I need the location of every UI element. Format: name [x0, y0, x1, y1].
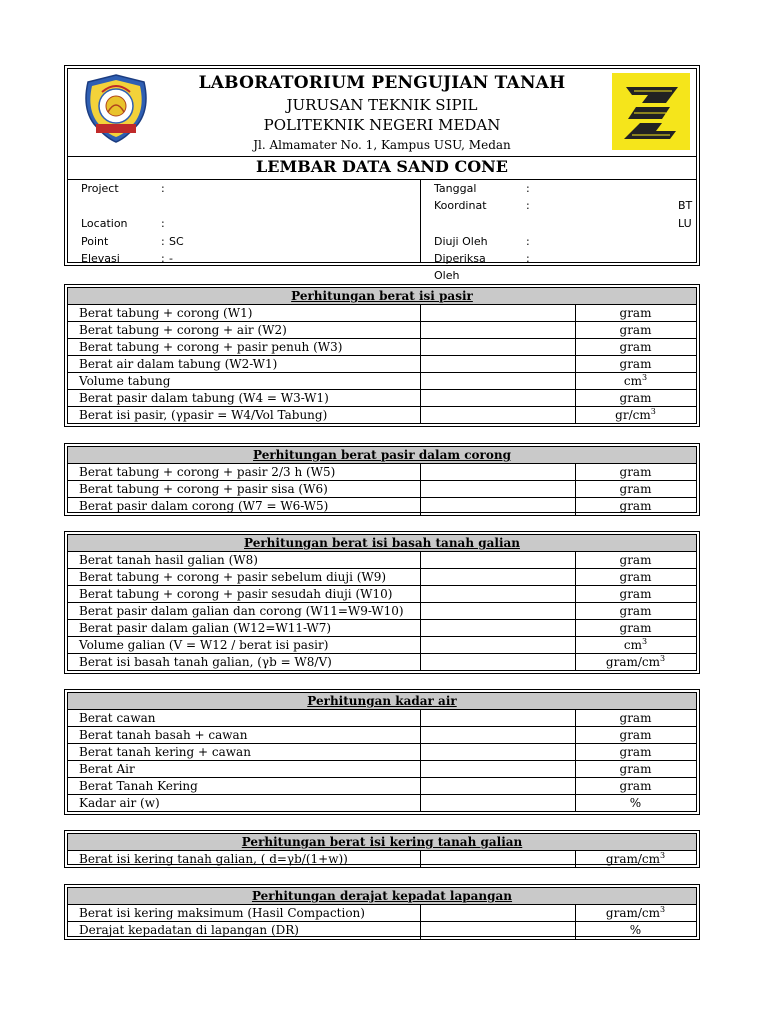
school-name: POLITEKNIK NEGERI MEDAN — [263, 116, 501, 134]
value-cell[interactable] — [420, 637, 576, 653]
field-colon: : — [526, 199, 530, 212]
unit-superscript: 3 — [660, 851, 666, 860]
unit-text: gram — [619, 604, 652, 618]
field-label: Location — [81, 217, 128, 230]
unit-text: gram — [619, 306, 652, 320]
section-rows — [68, 464, 696, 515]
row-label: Volume tabung — [79, 374, 171, 388]
unit-text: gram — [619, 728, 652, 742]
unit-text: gram — [619, 621, 652, 635]
row-label: Berat pasir dalam galian (W12=W11-W7) — [79, 621, 332, 635]
field-label: Koordinat — [434, 199, 487, 212]
field-koordinat — [434, 197, 694, 214]
value-cell[interactable] — [420, 905, 576, 921]
unit-cell — [575, 654, 696, 670]
unit-text: cm — [623, 374, 642, 388]
section-rows — [68, 305, 696, 424]
section-berat-isi-pasir — [64, 284, 700, 427]
unit-cell — [575, 727, 696, 743]
table-row — [68, 905, 696, 922]
section-derajat-kepadatan — [64, 884, 700, 940]
table-row — [68, 795, 696, 812]
field-colon: : — [161, 235, 165, 248]
value-cell[interactable] — [420, 339, 576, 355]
unit-text: gram/cm — [605, 852, 660, 866]
row-label: Berat isi kering tanah galian, ( d=γb/(1+w)) — [79, 852, 348, 866]
lab-logo-icon — [612, 73, 690, 150]
field-label: Project — [81, 182, 119, 195]
unit-text: gr/cm — [615, 408, 651, 422]
unit-cell — [575, 637, 696, 653]
table-row — [68, 637, 696, 654]
section-berat-isi-kering — [64, 830, 700, 868]
section-title: Perhitungan berat isi basah tanah galian — [68, 535, 696, 552]
row-label: Berat cawan — [79, 711, 156, 725]
value-cell[interactable] — [420, 744, 576, 760]
value-cell[interactable] — [420, 356, 576, 372]
row-label: Berat tabung + corong + pasir sebelum diuji (W9) — [79, 570, 387, 584]
table-row — [68, 922, 696, 939]
header-frame — [64, 65, 700, 282]
table-row — [68, 761, 696, 778]
unit-text: cm — [623, 638, 642, 652]
unit-text: gram — [619, 762, 652, 776]
unit-text: gram — [619, 340, 652, 354]
address: Jl. Almamater No. 1, Kampus USU, Medan — [253, 138, 511, 152]
value-cell[interactable] — [420, 851, 576, 868]
unit-text: gram — [619, 553, 652, 567]
unit-cell — [575, 905, 696, 921]
unit-cell — [575, 373, 696, 389]
unit-superscript: 3 — [660, 654, 666, 663]
table-row — [68, 305, 696, 322]
section-rows — [68, 905, 696, 939]
row-label: Volume galian (V = W12 / berat isi pasir) — [79, 638, 329, 652]
unit-cell — [575, 390, 696, 406]
section-rows — [68, 851, 696, 868]
table-row — [68, 552, 696, 569]
section-title: Perhitungan berat isi pasir — [68, 288, 696, 305]
value-cell[interactable] — [420, 778, 576, 794]
unit-cell — [575, 552, 696, 568]
unit-text: gram — [619, 357, 652, 371]
unit-cell — [575, 778, 696, 794]
value-cell[interactable] — [420, 481, 576, 497]
unit-superscript: 3 — [660, 905, 666, 914]
row-label: Berat pasir dalam corong (W7 = W6-W5) — [79, 499, 329, 513]
table-row — [68, 390, 696, 407]
field-colon: : — [526, 252, 530, 265]
row-label: Berat tanah kering + cawan — [79, 745, 251, 759]
row-label: Berat tabung + corong (W1) — [79, 306, 253, 320]
field-colon: : — [161, 252, 165, 265]
table-row — [68, 569, 696, 586]
field-koordinat-lu — [434, 215, 694, 232]
unit-text: gram — [619, 745, 652, 759]
table-row — [68, 407, 696, 424]
unit-text: gram — [619, 711, 652, 725]
table-row — [68, 654, 696, 671]
value-cell[interactable] — [420, 922, 576, 939]
unit-text: % — [629, 923, 642, 937]
unit-superscript: 3 — [642, 373, 648, 382]
unit-cell — [575, 569, 696, 585]
row-label: Berat isi pasir, (γpasir = W4/Vol Tabung) — [79, 408, 328, 422]
row-label: Berat isi basah tanah galian, (γb = W8/V) — [79, 655, 332, 669]
field-colon: : — [526, 235, 530, 248]
unit-superscript: 3 — [642, 637, 648, 646]
value-cell[interactable] — [420, 305, 576, 321]
table-row — [68, 727, 696, 744]
unit-cell — [575, 356, 696, 372]
value-cell[interactable] — [420, 322, 576, 338]
unit-cell — [575, 922, 696, 938]
unit-text: gram/cm — [605, 655, 660, 669]
section-berat-pasir-corong — [64, 443, 700, 516]
unit-cell — [575, 498, 696, 514]
field-label: Elevasi — [81, 252, 120, 265]
table-row — [68, 778, 696, 795]
value-cell[interactable] — [420, 390, 576, 406]
row-label: Berat pasir dalam galian dan corong (W11=W9-W10) — [79, 604, 404, 618]
row-label: Berat tanah hasil galian (W8) — [79, 553, 258, 567]
row-label: Berat Tanah Kering — [79, 779, 198, 793]
field-colon: : — [526, 182, 530, 195]
unit-text: gram — [619, 465, 652, 479]
table-row — [68, 356, 696, 373]
table-row — [68, 339, 696, 356]
unit-text: gram — [619, 323, 652, 337]
section-inner-border — [67, 446, 697, 513]
table-row — [68, 603, 696, 620]
row-label: Berat tabung + corong + air (W2) — [79, 323, 287, 337]
value-cell[interactable] — [420, 464, 576, 480]
value-cell[interactable] — [420, 727, 576, 743]
unit-cell — [575, 620, 696, 636]
field-colon: : — [161, 182, 165, 195]
unit-text: gram — [619, 482, 652, 496]
section-title: Perhitungan kadar air — [68, 693, 696, 710]
row-label: Berat pasir dalam tabung (W4 = W3-W1) — [79, 391, 329, 405]
lab-title: LABORATORIUM PENGUJIAN TANAH — [198, 73, 566, 93]
value-cell[interactable] — [420, 761, 576, 777]
value-cell[interactable] — [420, 586, 576, 602]
field-label: Point — [81, 235, 109, 248]
value-cell[interactable] — [420, 498, 576, 515]
field-value[interactable]: SC - — [169, 235, 184, 265]
section-title: Perhitungan berat isi kering tanah galian — [68, 834, 696, 851]
unit-cell — [575, 603, 696, 619]
row-label: Berat air dalam tabung (W2-W1) — [79, 357, 278, 371]
table-row — [68, 322, 696, 339]
field-colon: : — [161, 217, 165, 230]
section-inner-border — [67, 887, 697, 937]
unit-cell — [575, 851, 696, 867]
department-name: JURUSAN TEKNIK SIPIL — [286, 96, 478, 114]
header-inner-border — [67, 68, 697, 282]
unit-cell — [575, 710, 696, 726]
info-panel — [68, 180, 696, 282]
field-label: Tanggal — [434, 182, 477, 195]
field-value[interactable]: BT — [678, 199, 693, 212]
unit-text: gram — [619, 499, 652, 513]
value-cell[interactable] — [420, 795, 576, 812]
field-label: Diperiksa Oleh — [434, 252, 486, 282]
table-row — [68, 498, 696, 515]
section-inner-border — [67, 833, 697, 865]
unit-cell — [575, 481, 696, 497]
unit-cell — [575, 586, 696, 602]
unit-text: gram — [619, 587, 652, 601]
value-cell[interactable] — [420, 710, 576, 726]
value-cell[interactable] — [420, 620, 576, 636]
unit-text: gram — [619, 391, 652, 405]
table-row — [68, 464, 696, 481]
value-cell[interactable] — [420, 654, 576, 671]
value-cell[interactable] — [420, 373, 576, 389]
table-row — [68, 481, 696, 498]
table-row — [68, 744, 696, 761]
row-label: Berat tabung + corong + pasir 2/3 h (W5) — [79, 465, 336, 479]
table-row — [68, 710, 696, 727]
unit-text: gram — [619, 779, 652, 793]
title-area — [68, 69, 696, 157]
unit-cell — [575, 795, 696, 811]
unit-cell — [575, 322, 696, 338]
section-title: Perhitungan berat pasir dalam corong — [68, 447, 696, 464]
unit-cell — [575, 339, 696, 355]
section-inner-border — [67, 692, 697, 812]
unit-superscript: 3 — [650, 407, 656, 416]
unit-text: gram — [619, 570, 652, 584]
info-divider — [420, 180, 421, 262]
row-label: Berat isi kering maksimum (Hasil Compaction) — [79, 906, 365, 920]
row-label: Berat tabung + corong + pasir penuh (W3) — [79, 340, 343, 354]
section-rows — [68, 710, 696, 812]
field-value[interactable]: LU — [678, 217, 692, 230]
unit-text: gram/cm — [605, 906, 660, 920]
value-cell[interactable] — [420, 407, 576, 424]
table-row — [68, 586, 696, 603]
section-title: Perhitungan derajat kepadat lapangan — [68, 888, 696, 905]
field-label: Diuji Oleh — [434, 235, 488, 248]
row-label: Derajat kepadatan di lapangan (DR) — [79, 923, 299, 937]
unit-cell — [575, 761, 696, 777]
row-label: Berat tabung + corong + pasir sisa (W6) — [79, 482, 328, 496]
table-row — [68, 373, 696, 390]
value-cell[interactable] — [420, 552, 576, 568]
unit-cell — [575, 407, 696, 423]
unit-cell — [575, 464, 696, 480]
row-label: Berat tabung + corong + pasir sesudah diuji (W10) — [79, 587, 393, 601]
unit-cell — [575, 744, 696, 760]
section-berat-isi-basah — [64, 531, 700, 674]
sheet-title: LEMBAR DATA SAND CONE — [68, 157, 696, 180]
table-row — [68, 851, 696, 868]
section-kadar-air — [64, 689, 700, 815]
table-row — [68, 620, 696, 637]
row-label: Berat Air — [79, 762, 135, 776]
value-cell[interactable] — [420, 603, 576, 619]
section-inner-border — [67, 287, 697, 424]
unit-text: % — [629, 796, 642, 810]
section-inner-border — [67, 534, 697, 671]
row-label: Berat tanah basah + cawan — [79, 728, 248, 742]
unit-cell — [575, 305, 696, 321]
section-rows — [68, 552, 696, 671]
value-cell[interactable] — [420, 569, 576, 585]
row-label: Kadar air (w) — [79, 796, 160, 810]
